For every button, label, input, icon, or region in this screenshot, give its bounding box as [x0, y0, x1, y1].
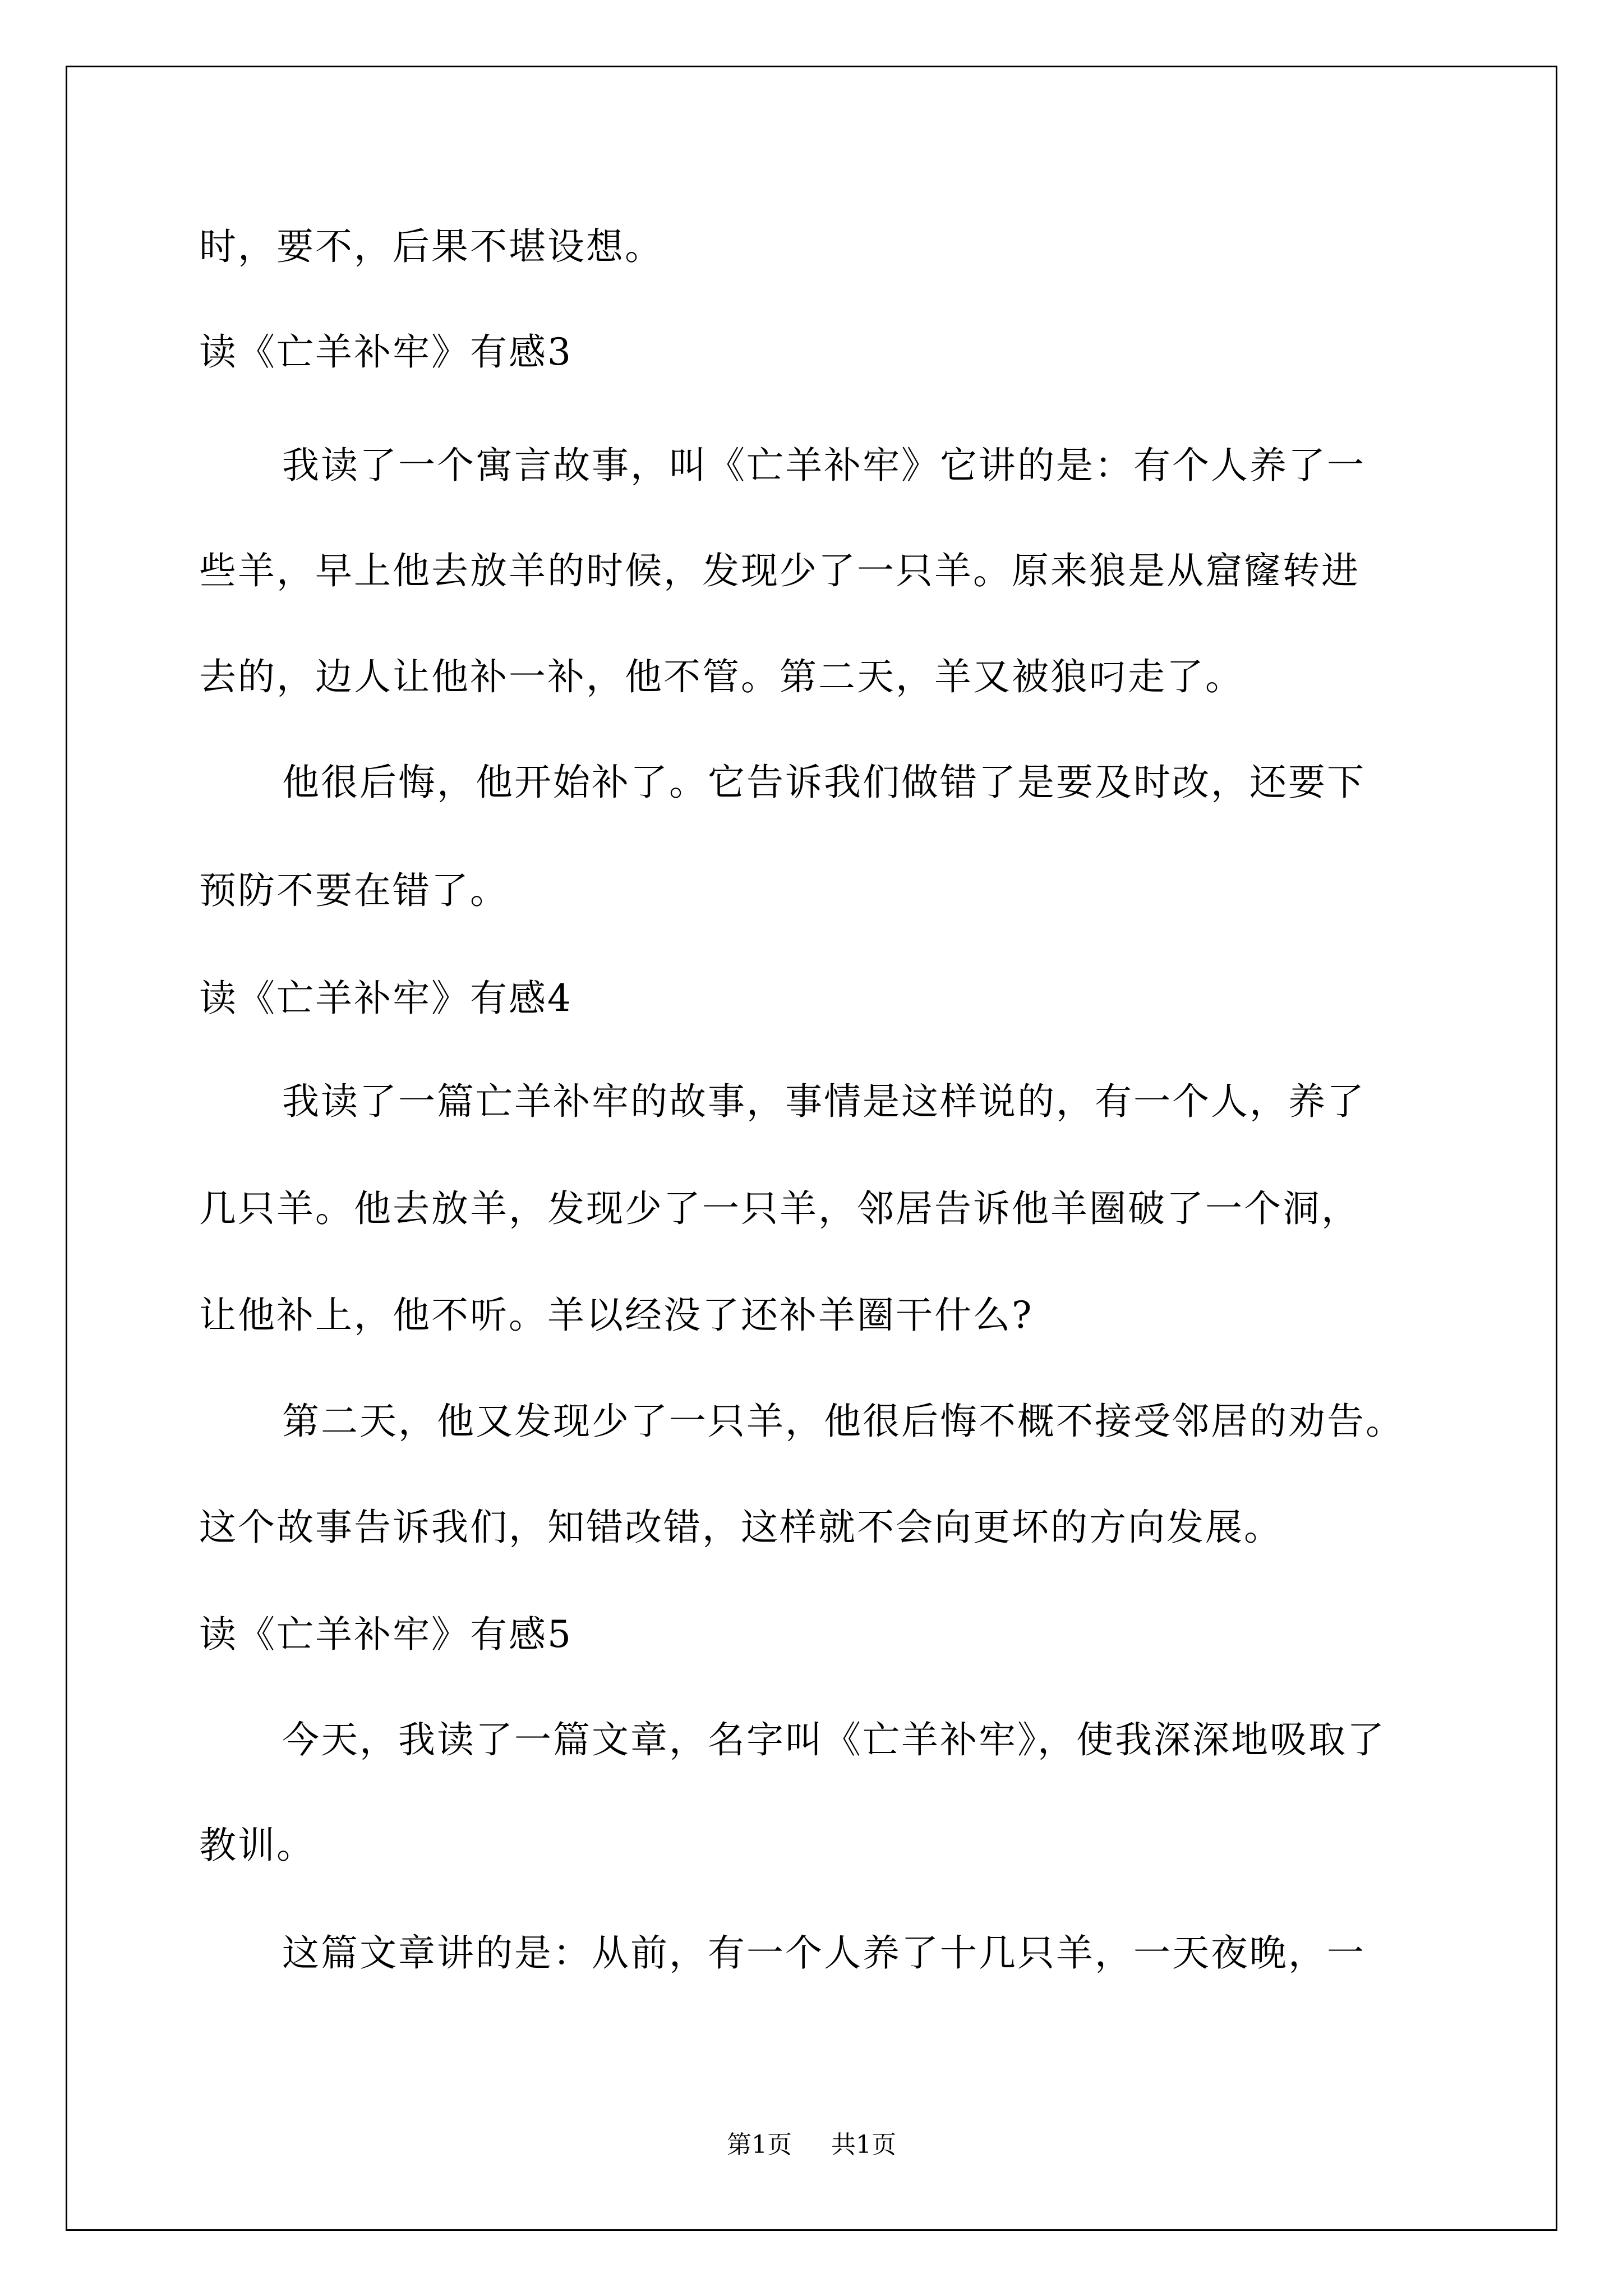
paragraph-line: 教训。: [199, 1824, 315, 1867]
section-heading-5: 读《亡羊补牢》有感5: [199, 1613, 573, 1656]
paragraph-line: 这个故事告诉我们，知错改错，这样就不会向更坏的方向发展。: [199, 1506, 1283, 1549]
section-heading-4: 读《亡羊补牢》有感4: [199, 977, 573, 1020]
paragraph-line: 让他补上，他不听。羊以经没了还补羊圈干什么?: [199, 1294, 1034, 1337]
paragraph-line: 他很后悔，他开始补了。它告诉我们做错了是要及时改，还要下: [282, 761, 1366, 804]
paragraph-line: 预防不要在错了。: [199, 869, 509, 912]
paragraph-line: 些羊，早上他去放羊的时候，发现少了一只羊。原来狼是从窟窿转进: [199, 549, 1360, 592]
paragraph-line: 今天，我读了一篇文章，名字叫《亡羊补牢》，使我深深地吸取了: [282, 1718, 1386, 1761]
paragraph-line: 我读了一篇亡羊补牢的故事，事情是这样说的，有一个人，养了: [282, 1080, 1366, 1123]
paragraph-line: 我读了一个寓言故事，叫《亡羊补牢》它讲的是：有个人养了一: [282, 444, 1366, 487]
page-border: [66, 66, 1557, 2231]
page-total: 共1页: [831, 2131, 896, 2159]
paragraph-line: 这篇文章讲的是：从前，有一个人养了十几只羊，一天夜晚，一: [282, 1931, 1366, 1975]
section-heading-3: 读《亡羊补牢》有感3: [199, 330, 573, 374]
page-footer: [0, 2129, 1623, 2161]
paragraph-line: 第二天，他又发现少了一只羊，他很后悔不概不接受邻居的劝告。: [282, 1400, 1404, 1443]
paragraph-line: 去的，边人让他补一补，他不管。第二天，羊又被狼叼走了。: [199, 655, 1244, 698]
page-number: 第1页: [727, 2131, 792, 2159]
paragraph-line: 几只羊。他去放羊，发现少了一只羊，邻居告诉他羊圈破了一个洞，: [199, 1187, 1360, 1230]
paragraph-line: 时，要不，后果不堪设想。: [199, 225, 663, 268]
